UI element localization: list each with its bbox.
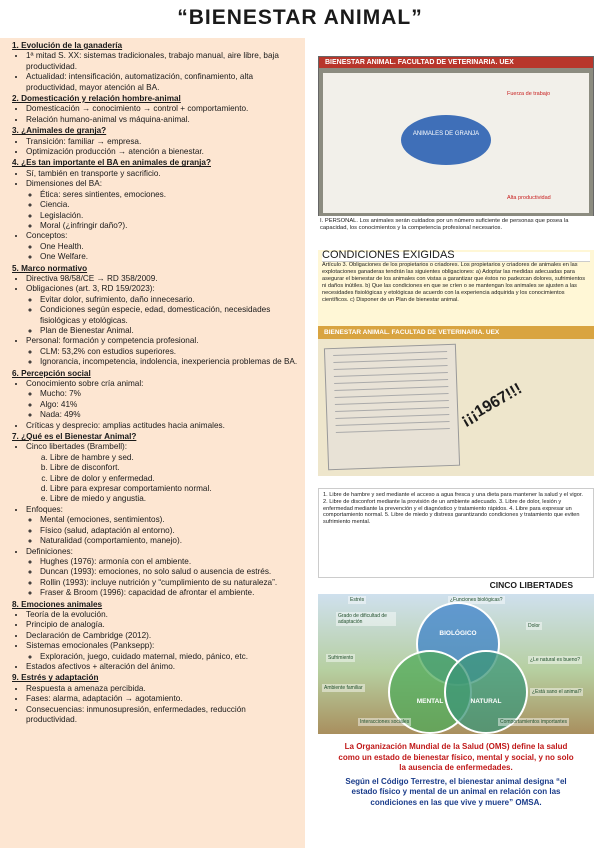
list-item-text: Enfoques: bbox=[26, 504, 63, 514]
sub-list-item: ◦ Nada: 49% bbox=[40, 410, 299, 420]
diagram-label: ¿Funciones biológicas? bbox=[450, 597, 503, 603]
sub-list-item: ◦ One Welfare. bbox=[40, 252, 299, 262]
list-item bbox=[26, 684, 299, 694]
three-circles-diagram bbox=[318, 594, 594, 734]
section-heading: 7. ¿Qué es el Bienestar Animal? bbox=[12, 432, 137, 442]
conditions-text: Artículo 3. Obligaciones de los propietarios o criadores. Los propietarios y criadores de animales en las explotaciones ganaderas tendrán las siguientes obligaciones: a) Adoptar las medidas adecuadas para asegurar el bienestar de los animales con vistas a garantizar que éstos no padezcan dolores, sufrimientos ni daños inútiles. b) Que las condiciones en que se críen o se mantengan los animales se ajusten a las necesidades fisiológicas y etológicas de acuerdo con la experiencia adquirida y los conocimientos científicos. c) Disponer de un Plan de bienestar animal. bbox=[322, 262, 586, 303]
circle-mental: MENTAL bbox=[388, 650, 472, 734]
list-item-text: Definiciones: bbox=[26, 546, 73, 556]
list-item bbox=[26, 694, 299, 704]
list-item-text: Sí, también en transporte y sacrificio. bbox=[26, 168, 161, 178]
sub-list-item: ◦ Condiciones según especie, edad, domesticación, necesidades fisiológicas y etológicas. bbox=[40, 305, 299, 326]
sub-list-item: ◦ Legislación. bbox=[40, 211, 299, 221]
list-item bbox=[26, 147, 299, 157]
list-item bbox=[26, 274, 299, 284]
sub-list-item: ◦ Ciencia. bbox=[40, 200, 299, 210]
list-item bbox=[26, 631, 299, 641]
list-item bbox=[26, 284, 299, 336]
list-item-text: Conceptos: bbox=[26, 231, 68, 241]
page-title: “BIENESTAR ANIMAL” bbox=[177, 6, 423, 29]
sub-list-item: ◦ Ética: seres sintientes, emociones. bbox=[40, 190, 299, 200]
list-item-text: Transición: familiar → empresa. bbox=[26, 136, 142, 146]
list-item-text: Personal: formación y competencia profesional. bbox=[26, 336, 199, 346]
lettered-list bbox=[26, 453, 299, 505]
diagram-label: Grado de dificultad de adaptación bbox=[336, 612, 396, 626]
section-list bbox=[12, 442, 299, 598]
list-item bbox=[26, 115, 299, 125]
sub-list-item: ◦ Duncan (1993): emociones, no solo salud o ausencia de estrés. bbox=[40, 567, 299, 577]
list-item bbox=[26, 51, 299, 72]
sub-list bbox=[26, 557, 299, 599]
freedoms-list-panel bbox=[318, 488, 594, 591]
sub-list-item: ◦ Rollin (1993): incluye nutrición y “cumplimiento de su naturaleza”. bbox=[40, 578, 299, 588]
sub-list-item: ◦ Mental (emociones, sentimientos). bbox=[40, 515, 299, 525]
list-item-text: Domesticación → conocimiento → control + comportamiento. bbox=[26, 104, 249, 114]
list-item bbox=[26, 442, 299, 504]
sub-list bbox=[26, 347, 299, 368]
lettered-item: b. Libre de disconfort. bbox=[50, 463, 299, 473]
list-item bbox=[26, 505, 299, 547]
list-item-text: Obligaciones (art. 3, RD 159/2023): bbox=[26, 284, 155, 294]
sub-list-item: ◦ Fraser & Broom (1996): capacidad de afrontar el ambiente. bbox=[40, 588, 299, 598]
section-list bbox=[12, 610, 299, 672]
historic-document-image bbox=[324, 344, 460, 471]
section-list bbox=[12, 379, 299, 431]
list-item-text: Fases: alarma, adaptación → agotamiento. bbox=[26, 694, 183, 704]
sub-list-item: ◦ Mucho: 7% bbox=[40, 389, 299, 399]
farm-diagram-panel bbox=[318, 56, 594, 218]
list-item-text: Estados afectivos + alteración del ánimo. bbox=[26, 661, 176, 671]
list-item-text: Optimización producción → atención a bienestar. bbox=[26, 147, 204, 157]
section-list bbox=[12, 169, 299, 263]
section-heading: 2. Domesticación y relación hombre-animal bbox=[12, 94, 181, 104]
list-item bbox=[26, 379, 299, 421]
sub-list-item: ◦ Exploración, juego, cuidado maternal, miedo, pánico, etc. bbox=[40, 652, 299, 662]
list-item-text: Teoría de la evolución. bbox=[26, 609, 108, 619]
summary-column bbox=[0, 38, 305, 848]
section-heading: 9. Estrés y adaptación bbox=[12, 673, 99, 683]
sub-list bbox=[26, 652, 299, 662]
section-heading: 3. ¿Animales de granja? bbox=[12, 126, 107, 136]
definitions-panel bbox=[318, 738, 594, 848]
sub-list-item: ◦ CLM: 53,2% con estudios superiores. bbox=[40, 347, 299, 357]
list-item bbox=[26, 620, 299, 630]
panel-header: BIENESTAR ANIMAL. FACULTAD DE VETERINARIA. UEX bbox=[319, 57, 593, 68]
sub-list-item: ◦ Evitar dolor, sufrimiento, daño innecesario. bbox=[40, 295, 299, 305]
sub-list-item: ◦ Físico (salud, adaptación al entorno). bbox=[40, 526, 299, 536]
figures-column bbox=[312, 38, 600, 848]
sub-list bbox=[26, 295, 299, 337]
sub-list-item: ◦ Hughes (1976): armonía con el ambiente. bbox=[40, 557, 299, 567]
document-panel bbox=[318, 326, 594, 476]
section-list bbox=[12, 684, 299, 726]
section-list bbox=[12, 51, 299, 93]
list-item-text: Declaración de Cambridge (2012). bbox=[26, 630, 152, 640]
diagram-label: ¿Está sano el animal? bbox=[532, 689, 582, 695]
sub-list-item: ◦ Algo: 41% bbox=[40, 400, 299, 410]
sub-list-item: ◦ Plan de Bienestar Animal. bbox=[40, 326, 299, 336]
list-item bbox=[26, 104, 299, 114]
list-item bbox=[26, 421, 299, 431]
section-heading: 8. Emociones animales bbox=[12, 599, 103, 609]
list-item-text: Respuesta a amenaza percibida. bbox=[26, 683, 146, 693]
freedoms-heading: CINCO LIBERTADES bbox=[489, 580, 573, 591]
circle-natural: NATURAL bbox=[444, 650, 528, 734]
list-item bbox=[26, 705, 299, 726]
list-item-text: Directiva 98/58/CE → RD 358/2009. bbox=[26, 273, 158, 283]
list-item bbox=[26, 336, 299, 367]
sub-list bbox=[26, 190, 299, 232]
list-item bbox=[26, 641, 299, 662]
section-heading: 4. ¿Es tan importante el BA en animales de granja? bbox=[12, 158, 211, 168]
sub-list-item: ◦ One Health. bbox=[40, 242, 299, 252]
list-item bbox=[26, 610, 299, 620]
list-item bbox=[26, 72, 299, 93]
list-item bbox=[26, 547, 299, 599]
terrestrial-code-definition: Según el Código Terrestre, el bienestar animal designa “el estado físico y mental de un animal en relación con las condiciones en las que vive y muere” OMSA. bbox=[345, 776, 567, 807]
diagram-center: ANIMALES DE GRANJA bbox=[401, 115, 491, 165]
sub-list-item: ◦ Moral (¿infringir daño?). bbox=[40, 221, 299, 231]
list-item-text: 1ª mitad S. XX: sistemas tradicionales, trabajo manual, aire libre, baja productividad. bbox=[26, 51, 279, 71]
list-item-text: Principio de analogía. bbox=[26, 620, 105, 630]
year-stamp: ¡¡¡1967!!! bbox=[458, 380, 526, 429]
lettered-item: c. Libre de dolor y enfermedad. bbox=[50, 474, 299, 484]
circle-biological: BIOLÓGICO bbox=[416, 602, 500, 686]
list-item-text: Relación humano-animal vs máquina-animal. bbox=[26, 114, 190, 124]
sub-list-item: ◦ Naturalidad (comportamiento, manejo). bbox=[40, 536, 299, 546]
list-item bbox=[26, 662, 299, 672]
diagram-label: Interacciones sociales bbox=[360, 719, 410, 725]
list-item-text: Dimensiones del BA: bbox=[26, 179, 102, 189]
diagram-label: Estrés bbox=[350, 597, 365, 603]
freedoms-list: 1. Libre de hambre y sed mediante el acceso a agua fresca y una dieta para mantener la salud y el vigor. 2. Libre de disconfort mediante la provisión de un ambiente adecuado. 3. Libre de dolor, lesión y enfermedad mediante la prevención y el diagnóstico y tratamiento rápidos. 4. Libre para expresar un comportamiento normal. 5. Libre de miedo y distress garantizando condiciones y tratamiento que eviten sufrimiento mental. bbox=[323, 492, 583, 526]
diagram-label: Sufrimiento bbox=[328, 655, 354, 661]
lettered-item: e. Libre de miedo y angustia. bbox=[50, 494, 299, 504]
personal-note: I. PERSONAL. Los animales serán cuidados por un número suficiente de personas que posea la capacidad, los conocimientos y la competencia profesional necesarios. bbox=[318, 216, 594, 248]
list-item-text: Críticas y desprecio: amplias actitudes hacia animales. bbox=[26, 420, 225, 430]
list-item-text: Conocimiento sobre cría animal: bbox=[26, 379, 144, 388]
lettered-item: d. Libre para expresar comportamiento normal. bbox=[50, 484, 299, 494]
section-list bbox=[12, 137, 299, 158]
section-list bbox=[12, 274, 299, 368]
sub-list-item: ◦ Ignorancia, incompetencia, indolencia, inexperiencia problemas de BA. bbox=[40, 357, 299, 367]
list-item bbox=[26, 179, 299, 231]
panel-header: BIENESTAR ANIMAL. FACULTAD DE VETERINARIA. UEX bbox=[318, 326, 594, 339]
diagram-label: Dolor bbox=[528, 623, 540, 629]
list-item bbox=[26, 169, 299, 179]
list-item-text: Consecuencias: inmunosupresión, enfermedades, reducción productividad. bbox=[26, 704, 246, 724]
section-heading: 5. Marco normativo bbox=[12, 263, 88, 273]
list-item bbox=[26, 137, 299, 147]
list-item bbox=[26, 231, 299, 262]
conditions-title: CONDICIONES EXIGIDAS bbox=[322, 252, 590, 262]
oms-definition: La Organización Mundial de la Salud (OMS) define la salud como un estado de bienestar físico, mental y social, y no solo la ausencia de enfermedades. bbox=[338, 742, 574, 772]
list-item-text: Actualidad: intensificación, automatización, confinamiento, alta productividad, mayor atención al BA. bbox=[26, 72, 254, 92]
diagram-label: Comportamientos importantes bbox=[500, 719, 567, 725]
section-heading: 1. Evolución de la ganadería bbox=[12, 41, 123, 50]
sub-list bbox=[26, 242, 299, 263]
diagram-label-red: Fuerza de trabajo bbox=[507, 91, 551, 97]
sub-list bbox=[26, 515, 299, 546]
section-list bbox=[12, 104, 299, 125]
section-heading: 6. Percepción social bbox=[12, 368, 91, 378]
list-item-text: Cinco libertades (Brambell): bbox=[26, 442, 128, 452]
diagram-label-red: Alta productividad bbox=[507, 195, 551, 201]
lettered-item: a. Libre de hambre y sed. bbox=[50, 453, 299, 463]
diagram-label: ¿Le natural es bueno? bbox=[530, 657, 581, 663]
diagram-label: Ambiente familiar bbox=[324, 685, 363, 691]
list-item-text: Sistemas emocionales (Panksepp): bbox=[26, 641, 155, 651]
sub-list bbox=[26, 389, 299, 420]
